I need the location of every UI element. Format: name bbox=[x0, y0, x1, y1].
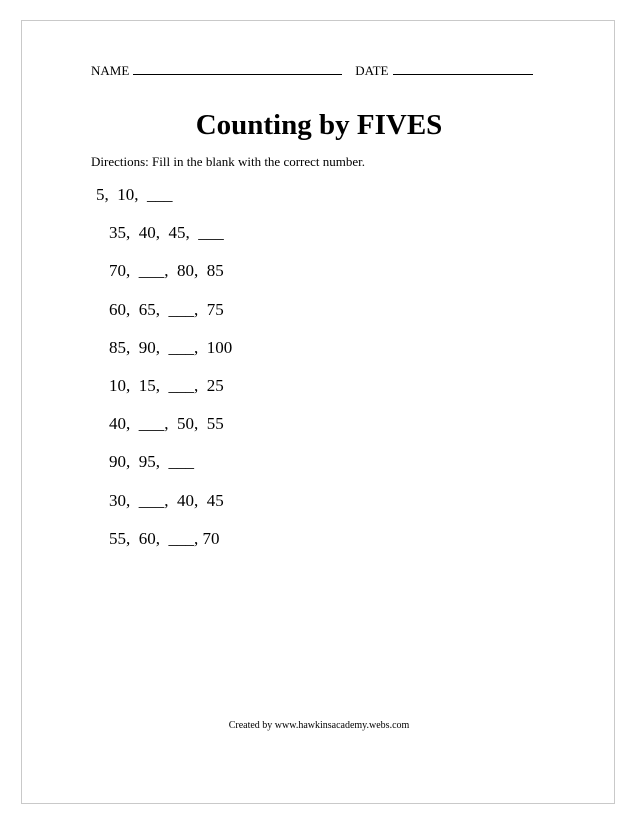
problem-item: 5, 10, ___ bbox=[96, 185, 173, 204]
name-blank bbox=[133, 62, 342, 75]
problem-item: 60, 65, ___, 75 bbox=[109, 299, 224, 319]
problem-item: 90, 95, ___ bbox=[109, 452, 194, 472]
date-label: DATE bbox=[355, 63, 389, 78]
problem-item: 35, 40, 45, ___ bbox=[109, 223, 224, 243]
problem-item: 40, ___, 50, 55 bbox=[109, 414, 224, 434]
problem-item: 70, ___, 80, 85 bbox=[109, 261, 224, 281]
date-blank bbox=[393, 62, 533, 75]
header-line bbox=[91, 62, 533, 79]
problem-item: 10, 15, ___, 25 bbox=[109, 375, 224, 395]
name-label: NAME bbox=[91, 63, 130, 78]
problem-item: 30, ___, 40, 45 bbox=[109, 490, 224, 510]
problem-item: 55, 60, ___, 70 bbox=[109, 528, 220, 548]
directions-text: Directions: Fill in the blank with the correct number. bbox=[91, 154, 366, 169]
problem-list bbox=[96, 184, 233, 566]
page-title: Counting by FIVES bbox=[195, 109, 443, 141]
problem-item: 85, 90, ___, 100 bbox=[109, 337, 233, 357]
footer-credit: Created by www.hawkinsacademy.webs.com bbox=[228, 720, 410, 731]
